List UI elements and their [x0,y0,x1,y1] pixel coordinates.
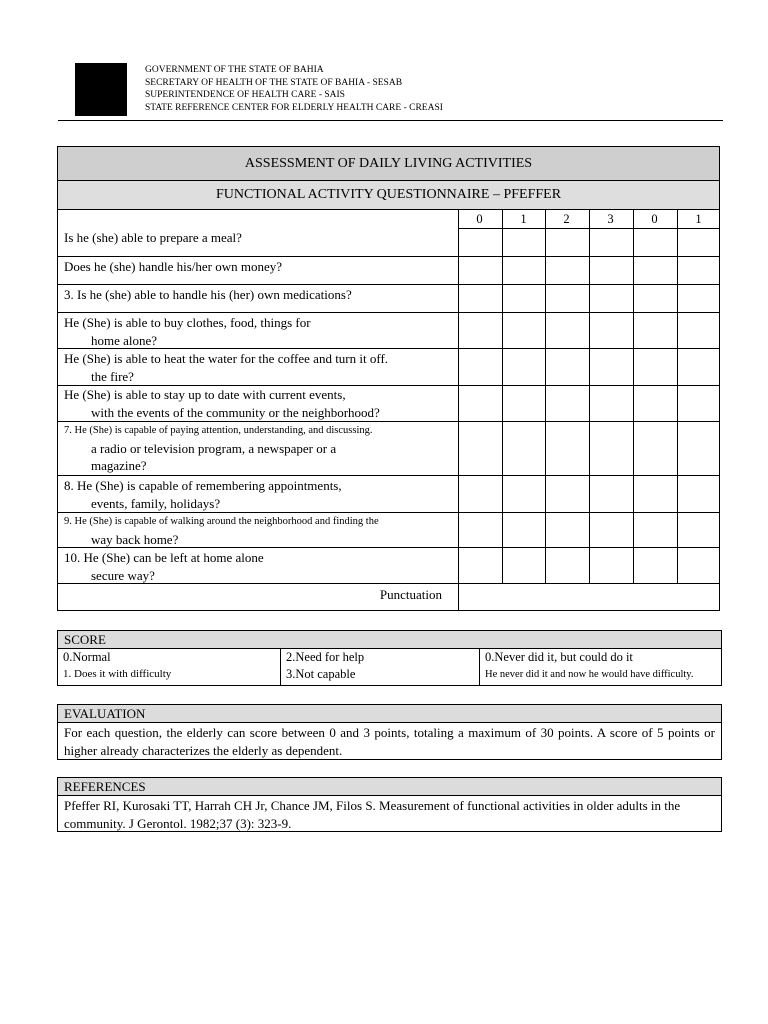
column-header: 2 [563,212,570,226]
grid-line [458,512,719,513]
grid-line [458,421,719,422]
table-subtitle: FUNCTIONAL ACTIVITY QUESTIONNAIRE – PFEFFER [58,181,719,210]
table-title: ASSESSMENT OF DAILY LIVING ACTIVITIES [58,147,719,181]
header-divider [58,120,723,121]
grid-line [458,583,459,611]
question-text-continued: a radio or television program, a newspaper or a [91,440,337,456]
score-box [57,630,722,686]
question-text-continued: events, family, holidays? [91,495,221,511]
question-text: He (She) is able to buy clothes, food, things for [64,315,311,330]
grid-line [589,210,590,583]
score-grid [458,210,719,583]
header-institution-lines [145,64,443,114]
header-line-reference-center: STATE REFERENCE CENTER FOR ELDERLY HEALTH CARE - CREASI [145,102,443,113]
row-divider [58,348,458,349]
column-header: 0 [651,212,658,226]
question-text: Is he (she) able to prepare a meal? [64,230,242,245]
grid-line [458,348,719,349]
question-text-continued: with the events of the community or the neighborhood? [91,404,380,420]
score-column [58,649,280,685]
grid-line [458,284,719,285]
questionnaire-table [57,146,720,611]
row-divider [58,312,458,313]
question-text: Does he (she) handle his/her own money? [64,259,283,274]
question-text: 7. He (She) is capable of paying attention, understanding, and discussing. [64,425,373,436]
evaluation-title: EVALUATION [58,705,721,723]
grid-line [458,228,719,229]
score-item: 2.Need for help [286,650,365,664]
row-divider [58,475,458,476]
score-item: 1. Does it with difficulty [63,668,172,680]
grid-line [458,312,719,313]
grid-line [458,385,719,386]
grid-line [677,210,678,583]
score-item: He never did it and now he would have difficulty. [485,669,694,680]
evaluation-box [57,704,722,760]
header-line-superintendence: SUPERINTENDENCE OF HEALTH CARE - SAIS [145,90,345,101]
question-text: 8. He (She) is capable of remembering appointments, [64,478,342,493]
score-column [281,649,479,685]
row-divider [58,284,458,285]
grid-line [458,256,719,257]
question-text: He (She) is able to heat the water for the coffee and turn it off. [64,351,389,366]
header-line-secretary: SECRETARY OF HEALTH OF THE STATE OF BAHIA - SESAB [145,77,403,88]
question-text: 9. He (She) is capable of walking around the neighborhood and finding the [64,516,379,527]
score-item: 0.Normal [63,650,111,664]
references-text: Pfeffer RI, Kurosaki TT, Harrah CH Jr, Chance JM, Filos S. Measurement of functional activities in older adults in the community. J Gerontol. 1982;37 (3): 323-9. [64,798,681,831]
grid-line [458,475,719,476]
row-divider [58,256,458,257]
question-text: He (She) is able to stay up to date with current events, [64,387,346,402]
score-item: 3.Not capable [286,667,356,681]
row-divider [58,583,719,584]
question-text-continued: the fire? [91,368,134,384]
question-text-continued: secure way? [91,567,155,583]
score-column [480,649,721,685]
grid-line [545,210,546,583]
score-item: 0.Never did it, but could do it [485,650,633,664]
header-line-government: GOVERNMENT OF THE STATE OF BAHIA [145,65,324,75]
question-text-continued: way back home? [91,531,179,547]
question-text-continued: magazine? [91,458,147,473]
punctuation-label: Punctuation [379,587,442,602]
row-divider [58,547,458,548]
grid-line [502,210,503,583]
question-text: 10. He (She) can be left at home alone [64,550,264,565]
column-header: 3 [607,212,614,226]
references-title: REFERENCES [58,778,721,796]
logo-block [75,63,127,116]
score-title: SCORE [58,631,721,649]
grid-line [458,547,719,548]
column-header: 1 [695,212,702,226]
column-header: 0 [476,212,483,226]
question-text-continued: home alone? [91,332,158,348]
grid-line [633,210,634,583]
grid-line [458,210,459,583]
column-header: 1 [520,212,527,226]
references-box [57,777,722,832]
question-text: 3. Is he (she) able to handle his (her) own medications? [64,287,352,302]
evaluation-text: For each question, the elderly can score between 0 and 3 points, totaling a maximum of 30 points. A score of 5 points or higher already characterizes the elderly as dependent. [64,725,715,758]
